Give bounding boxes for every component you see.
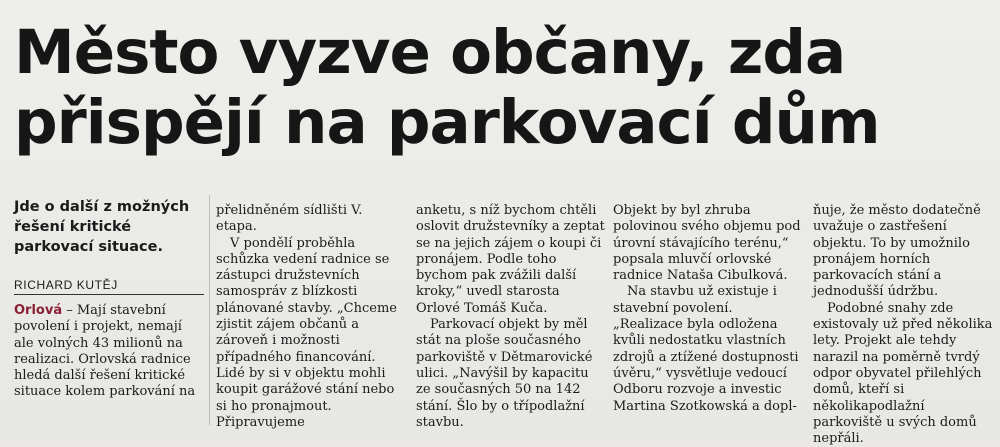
article-column-5 bbox=[813, 203, 997, 447]
column-2-paragraph-1: přelidněném sídlišti V. etapa. bbox=[216, 203, 363, 235]
article-column-4 bbox=[613, 203, 805, 415]
dateline: Orlová bbox=[14, 303, 63, 318]
column-4-paragraph-2: Na stavbu už existuje i stavební povolení. „Realizace byla odložena kvůli nedostatku vlastních zdrojů a ztížené dostupnosti úvěru,“ vysvětluje vedoucí Odboru rozvoje a investic Martina Szotkowská a dopl- bbox=[613, 284, 799, 414]
column-3-paragraph-1: anketu, s níž bychom chtěli oslovit družstevníky a zeptat se na jejich zájem o koupi či pronájem. Podle toho bychom pak zvážili další kroky,“ uvedl starosta Orlové Tomáš Kuča. bbox=[416, 203, 605, 316]
article-column-3 bbox=[416, 203, 606, 431]
column-1-text: – Mají stavební povolení i projekt, nemají ale volných 43 milionů na realizaci. Orlovská radnice hledá další řešení kritické situace kolem parkování na bbox=[14, 303, 196, 400]
author-byline: RICHARD KUTĚJ bbox=[14, 278, 204, 295]
column-5-paragraph-1: ňuje, že město dodatečně uvažuje o zastřešení objektu. To by umožnilo pronájem horních parkovacích stání a jednodušší údržbu. bbox=[813, 203, 981, 300]
article-column-1 bbox=[14, 303, 204, 401]
column-divider bbox=[209, 195, 210, 425]
headline: Město vyzve občany, zda přispějí na parkovací dům bbox=[14, 17, 880, 158]
article-column-2 bbox=[216, 203, 406, 431]
lead-paragraph: Jde o další z možných řešení kritické parkovací situace. bbox=[14, 199, 190, 255]
column-2-paragraph-2: V pondělí proběhla schůzka vedení radnice se zástupci družstevních samospráv z blízkosti plánované stavby. „Chceme zjistit zájem občanů a zároveň i možnosti případného financování. Lidé by si v objektu mohli koupit garážové stání nebo si ho pronajmout. Připravujeme bbox=[216, 235, 397, 430]
column-5-paragraph-2: Podobné snahy zde existovaly už před několika lety. Projekt ale tehdy narazil na poměrně tvrdý odpor obyvatel přilehlých domů, kteří si několikapodlažní parkoviště u svých domů nepřáli. bbox=[813, 300, 993, 447]
column-3-paragraph-2: Parkovací objekt by měl stát na ploše současného parkoviště v Dětmarovické ulici. „Navýšil by kapacitu ze současných 50 na 142 stání. Šlo by o třípodlažní stavbu. bbox=[416, 317, 593, 430]
column-4-paragraph-1: Objekt by byl zhruba polovinou svého objemu pod úrovní stávajícího terénu,“ popsala mluvčí orlovské radnice Nataša Cibulková. bbox=[613, 203, 801, 284]
